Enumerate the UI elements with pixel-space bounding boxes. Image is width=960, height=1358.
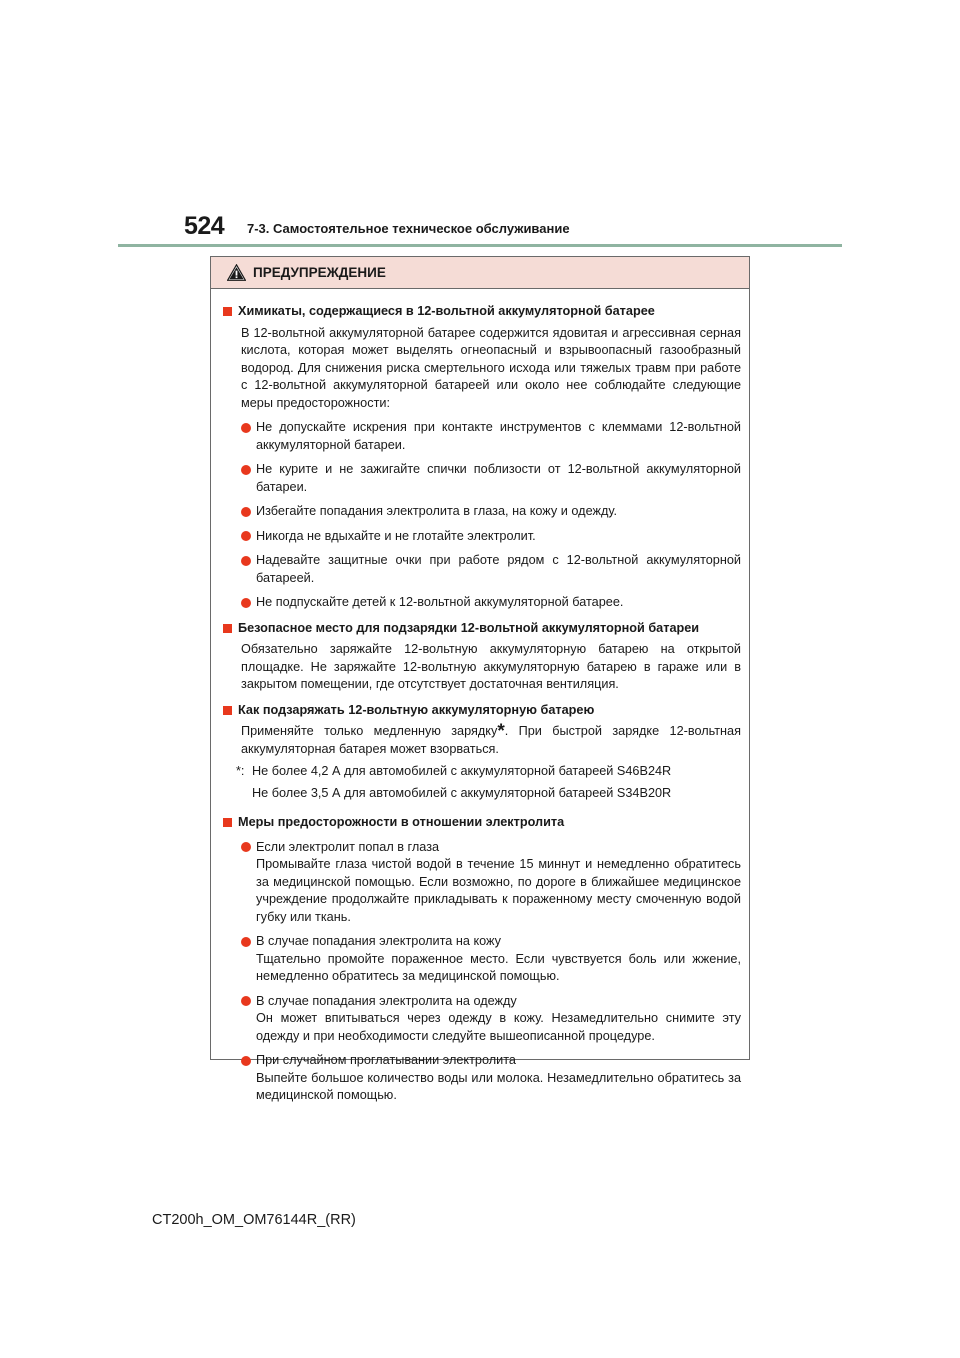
list-item <box>241 993 741 1046</box>
section-heading: Меры предосторожности в отношении электролита <box>223 814 741 832</box>
item-text: Он может впитываться через одежду в кожу. Незамедлительно снимите эту одежду и при необходимости следуйте вышеописанной процедуре. <box>256 1011 741 1043</box>
square-bullet-icon <box>223 706 232 715</box>
warning-title: ПРЕДУПРЕЖДЕНИЕ <box>253 265 386 280</box>
section-heading: Безопасное место для подзарядки 12-вольтной аккумуляторной батареи <box>223 620 741 638</box>
document-id: CT200h_OM_OM76144R_(RR) <box>152 1212 356 1228</box>
footnote-line: Не более 3,5 А для автомобилей с аккумуляторной батареей S34B20R <box>252 785 672 800</box>
list-item: Не подпускайте детей к 12-вольтной аккумуляторной батарее. <box>241 594 741 612</box>
square-bullet-icon <box>223 818 232 827</box>
round-bullet-icon <box>241 598 251 608</box>
item-text: Тщательно промойте пораженное место. Если чувствуется боль или жжение, немедленно обратитесь за медицинской помощью. <box>256 951 741 983</box>
round-bullet-icon <box>241 556 251 566</box>
list-item <box>241 1052 741 1105</box>
section-paragraph: Обязательно заряжайте 12-вольтную аккумуляторную батарею на открытой площадке. Не заряжайте 12-вольтную аккумуляторную батарею в гараже или в закрытом помещении, где отсутствует достаточная вентиляция. <box>241 642 741 691</box>
round-bullet-icon <box>241 531 251 541</box>
list-item <box>241 933 741 986</box>
warning-body <box>211 289 749 1105</box>
item-title: При случайном проглатывании электролита <box>256 1053 516 1067</box>
item-title: В случае попадания электролита на одежду <box>256 993 517 1008</box>
item-text: Выпейте большое количество воды или молока. Незамедлительно обратитесь за медицинской помощью. <box>256 1070 741 1102</box>
list-item: Не допускайте искрения при контакте инструментов с клеммами 12-вольтной аккумуляторной батареи. <box>241 419 741 454</box>
section-heading: Химикаты, содержащиеся в 12-вольтной аккумуляторной батарее <box>223 303 741 321</box>
item-title: Если электролит попал в глаза <box>256 839 440 854</box>
round-bullet-icon <box>241 507 251 517</box>
page-number: 524 <box>184 212 225 240</box>
square-bullet-icon <box>223 624 232 633</box>
footnote-marker: *: <box>236 764 245 778</box>
list-item <box>241 839 741 927</box>
round-bullet-icon <box>241 465 251 475</box>
item-title: В случае попадания электролита на кожу <box>256 934 502 948</box>
section-heading: Как подзаряжать 12-вольтную аккумуляторную батарею <box>223 702 741 720</box>
header-divider <box>118 244 842 247</box>
warning-box <box>210 256 750 1102</box>
square-bullet-icon <box>223 307 232 316</box>
round-bullet-icon <box>241 937 251 947</box>
footnote-line: Не более 4,2 А для автомобилей с аккумуляторной батареей S46B24R <box>252 764 672 778</box>
warning-header <box>211 257 749 289</box>
footnote <box>236 763 741 806</box>
round-bullet-icon <box>241 842 251 852</box>
footnote-star: * <box>497 721 505 742</box>
round-bullet-icon <box>241 996 251 1006</box>
section-paragraph: Применяйте только медленную зарядку*. При быстрой зарядке 12-вольтная аккумуляторная батарея может взорваться. <box>241 721 741 756</box>
round-bullet-icon <box>241 1056 251 1066</box>
round-bullet-icon <box>241 423 251 433</box>
section-title: 7-3. Самостоятельное техническое обслуживание <box>247 221 570 236</box>
list-item: Никогда не вдыхайте и не глотайте электролит. <box>241 528 741 546</box>
section-paragraph: В 12-вольтной аккумуляторной батарее содержится ядовитая и агрессивная серная кислота, которая может выделять огнеопасный и взрывоопасный газообразный водород. Для снижения риска смертельного исхода или тяжелых травм при работе с 12-вольтной аккумуляторной батареей или около нее соблюдайте следующие меры предосторожности: <box>241 325 741 410</box>
warning-triangle-icon <box>227 264 246 281</box>
list-item: Избегайте попадания электролита в глаза, на кожу и одежду. <box>241 503 741 521</box>
item-text: Промывайте глаза чистой водой в течение 15 миннут и немедленно обратитесь за медицинской помощью. Если возможно, по дороге в ближайшее медицинское учреждение продолжайте прикладывать к пораженному месту смоченную водой губку или ткань. <box>256 857 741 924</box>
list-item: Не курите и не зажигайте спички поблизости от 12-вольтной аккумуляторной батареи. <box>241 461 741 496</box>
list-item: Надевайте защитные очки при работе рядом с 12-вольтной аккумуляторной батареей. <box>241 552 741 587</box>
